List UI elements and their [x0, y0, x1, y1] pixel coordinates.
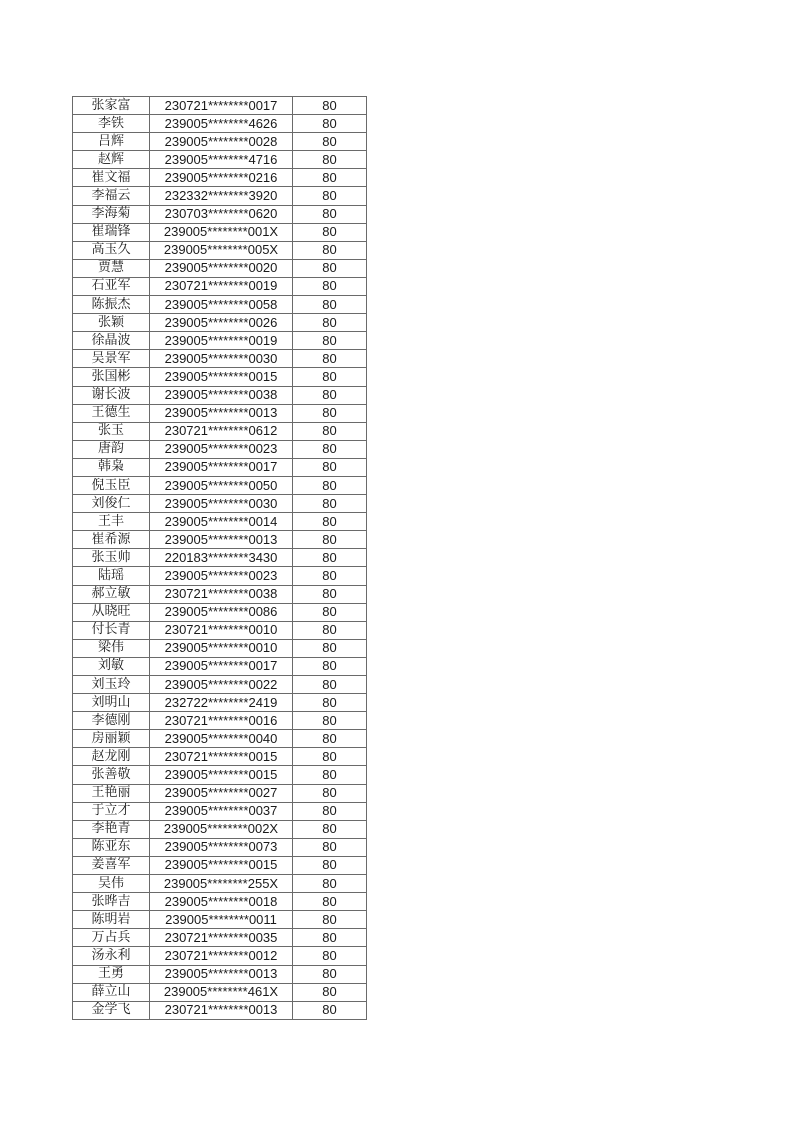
score-cell: 80 [293, 820, 367, 838]
name-cell: 刘玉玲 [73, 676, 150, 694]
name-cell: 房丽颖 [73, 730, 150, 748]
name-cell: 张晔吉 [73, 893, 150, 911]
table-row [73, 911, 367, 929]
table-row [73, 422, 367, 440]
roster-body [73, 97, 367, 1020]
id-number-cell: 230721********0017 [150, 97, 293, 115]
score-cell: 80 [293, 621, 367, 639]
name-cell: 倪玉臣 [73, 476, 150, 494]
score-cell: 80 [293, 513, 367, 531]
name-cell: 张玉 [73, 422, 150, 440]
id-number-cell: 239005********4626 [150, 115, 293, 133]
id-number-cell: 239005********0038 [150, 386, 293, 404]
name-cell: 李艳青 [73, 820, 150, 838]
id-number-cell: 239005********0020 [150, 259, 293, 277]
id-number-cell: 230721********0015 [150, 748, 293, 766]
id-number-cell: 230721********0013 [150, 1001, 293, 1019]
name-cell: 张善敬 [73, 766, 150, 784]
table-row [73, 97, 367, 115]
name-cell: 谢长波 [73, 386, 150, 404]
table-row [73, 657, 367, 675]
id-number-cell: 239005********0015 [150, 856, 293, 874]
id-number-cell: 239005********0040 [150, 730, 293, 748]
name-cell: 从晓旺 [73, 603, 150, 621]
id-number-cell: 239005********0017 [150, 458, 293, 476]
id-number-cell: 239005********0013 [150, 965, 293, 983]
score-cell: 80 [293, 440, 367, 458]
id-number-cell: 239005********0216 [150, 169, 293, 187]
name-cell: 吕辉 [73, 133, 150, 151]
name-cell: 韩枭 [73, 458, 150, 476]
score-cell: 80 [293, 259, 367, 277]
table-row [73, 694, 367, 712]
score-cell: 80 [293, 549, 367, 567]
name-cell: 姜喜军 [73, 856, 150, 874]
name-cell: 王勇 [73, 965, 150, 983]
score-cell: 80 [293, 97, 367, 115]
id-number-cell: 239005********4716 [150, 151, 293, 169]
name-cell: 于立才 [73, 802, 150, 820]
id-number-cell: 239005********005X [150, 241, 293, 259]
name-cell: 梁伟 [73, 639, 150, 657]
table-row [73, 603, 367, 621]
table-row [73, 965, 367, 983]
name-cell: 刘俊仁 [73, 495, 150, 513]
table-row [73, 241, 367, 259]
table-row [73, 639, 367, 657]
score-cell: 80 [293, 929, 367, 947]
table-row [73, 856, 367, 874]
id-number-cell: 230721********0019 [150, 277, 293, 295]
score-cell: 80 [293, 223, 367, 241]
table-row [73, 133, 367, 151]
name-cell: 贾慧 [73, 259, 150, 277]
score-cell: 80 [293, 531, 367, 549]
name-cell: 金学飞 [73, 1001, 150, 1019]
table-row [73, 712, 367, 730]
id-number-cell: 230721********0038 [150, 585, 293, 603]
table-row [73, 296, 367, 314]
table-row [73, 1001, 367, 1019]
id-number-cell: 239005********0015 [150, 766, 293, 784]
score-cell: 80 [293, 947, 367, 965]
table-row [73, 115, 367, 133]
score-cell: 80 [293, 838, 367, 856]
score-cell: 80 [293, 1001, 367, 1019]
score-cell: 80 [293, 151, 367, 169]
score-cell: 80 [293, 458, 367, 476]
id-number-cell: 239005********0013 [150, 404, 293, 422]
table-row [73, 748, 367, 766]
table-row [73, 404, 367, 422]
id-number-cell: 239005********0018 [150, 893, 293, 911]
score-cell: 80 [293, 730, 367, 748]
table-row [73, 314, 367, 332]
score-cell: 80 [293, 350, 367, 368]
name-cell: 唐韵 [73, 440, 150, 458]
name-cell: 张玉帅 [73, 549, 150, 567]
score-cell: 80 [293, 875, 367, 893]
score-cell: 80 [293, 422, 367, 440]
table-row [73, 476, 367, 494]
id-number-cell: 230721********0035 [150, 929, 293, 947]
name-cell: 刘明山 [73, 694, 150, 712]
table-row [73, 277, 367, 295]
table-row [73, 151, 367, 169]
table-row [73, 766, 367, 784]
table-row [73, 332, 367, 350]
roster-table [72, 96, 367, 1020]
name-cell: 王德生 [73, 404, 150, 422]
table-row [73, 893, 367, 911]
id-number-cell: 239005********0086 [150, 603, 293, 621]
id-number-cell: 239005********0013 [150, 531, 293, 549]
score-cell: 80 [293, 657, 367, 675]
table-row [73, 495, 367, 513]
id-number-cell: 239005********0028 [150, 133, 293, 151]
name-cell: 陈亚东 [73, 838, 150, 856]
score-cell: 80 [293, 133, 367, 151]
score-cell: 80 [293, 856, 367, 874]
table-row [73, 676, 367, 694]
id-number-cell: 232332********3920 [150, 187, 293, 205]
id-number-cell: 230721********0612 [150, 422, 293, 440]
name-cell: 张国彬 [73, 368, 150, 386]
id-number-cell: 239005********0026 [150, 314, 293, 332]
table-row [73, 802, 367, 820]
name-cell: 陈振杰 [73, 296, 150, 314]
id-number-cell: 239005********0010 [150, 639, 293, 657]
score-cell: 80 [293, 784, 367, 802]
score-cell: 80 [293, 169, 367, 187]
table-row [73, 386, 367, 404]
score-cell: 80 [293, 386, 367, 404]
score-cell: 80 [293, 205, 367, 223]
name-cell: 吴景军 [73, 350, 150, 368]
name-cell: 崔希源 [73, 531, 150, 549]
score-cell: 80 [293, 495, 367, 513]
id-number-cell: 239005********0073 [150, 838, 293, 856]
id-number-cell: 239005********0017 [150, 657, 293, 675]
score-cell: 80 [293, 639, 367, 657]
id-number-cell: 239005********0022 [150, 676, 293, 694]
id-number-cell: 239005********0023 [150, 567, 293, 585]
name-cell: 李德刚 [73, 712, 150, 730]
name-cell: 李福云 [73, 187, 150, 205]
table-row [73, 513, 367, 531]
score-cell: 80 [293, 983, 367, 1001]
score-cell: 80 [293, 603, 367, 621]
table-row [73, 350, 367, 368]
table-row [73, 947, 367, 965]
score-cell: 80 [293, 277, 367, 295]
table-row [73, 784, 367, 802]
id-number-cell: 239005********0011 [150, 911, 293, 929]
id-number-cell: 239005********0037 [150, 802, 293, 820]
table-row [73, 875, 367, 893]
score-cell: 80 [293, 314, 367, 332]
id-number-cell: 239005********0023 [150, 440, 293, 458]
name-cell: 万占兵 [73, 929, 150, 947]
name-cell: 崔瑞锋 [73, 223, 150, 241]
score-cell: 80 [293, 476, 367, 494]
score-cell: 80 [293, 115, 367, 133]
name-cell: 赵辉 [73, 151, 150, 169]
table-row [73, 838, 367, 856]
table-row [73, 440, 367, 458]
name-cell: 王丰 [73, 513, 150, 531]
name-cell: 陆瑶 [73, 567, 150, 585]
score-cell: 80 [293, 766, 367, 784]
name-cell: 李海菊 [73, 205, 150, 223]
score-cell: 80 [293, 802, 367, 820]
name-cell: 王艳丽 [73, 784, 150, 802]
score-cell: 80 [293, 567, 367, 585]
table-row [73, 259, 367, 277]
score-cell: 80 [293, 585, 367, 603]
id-number-cell: 239005********002X [150, 820, 293, 838]
id-number-cell: 239005********0015 [150, 368, 293, 386]
name-cell: 吴伟 [73, 875, 150, 893]
name-cell: 汤永利 [73, 947, 150, 965]
id-number-cell: 239005********0014 [150, 513, 293, 531]
name-cell: 李铁 [73, 115, 150, 133]
table-row [73, 205, 367, 223]
table-row [73, 458, 367, 476]
name-cell: 付长青 [73, 621, 150, 639]
name-cell: 张家富 [73, 97, 150, 115]
score-cell: 80 [293, 332, 367, 350]
table-row [73, 621, 367, 639]
name-cell: 赵龙刚 [73, 748, 150, 766]
name-cell: 徐晶波 [73, 332, 150, 350]
table-row [73, 549, 367, 567]
score-cell: 80 [293, 911, 367, 929]
table-row [73, 223, 367, 241]
score-cell: 80 [293, 404, 367, 422]
table-row [73, 187, 367, 205]
id-number-cell: 230721********0016 [150, 712, 293, 730]
name-cell: 郝立敏 [73, 585, 150, 603]
table-row [73, 368, 367, 386]
score-cell: 80 [293, 965, 367, 983]
id-number-cell: 239005********0058 [150, 296, 293, 314]
id-number-cell: 239005********255X [150, 875, 293, 893]
table-row [73, 585, 367, 603]
table-row [73, 820, 367, 838]
id-number-cell: 239005********0027 [150, 784, 293, 802]
id-number-cell: 239005********0050 [150, 476, 293, 494]
score-cell: 80 [293, 187, 367, 205]
table-row [73, 531, 367, 549]
id-number-cell: 230721********0012 [150, 947, 293, 965]
score-cell: 80 [293, 694, 367, 712]
name-cell: 陈明岩 [73, 911, 150, 929]
name-cell: 刘敏 [73, 657, 150, 675]
table-row [73, 730, 367, 748]
score-cell: 80 [293, 676, 367, 694]
table-row [73, 983, 367, 1001]
id-number-cell: 239005********0030 [150, 350, 293, 368]
table-row [73, 567, 367, 585]
score-cell: 80 [293, 368, 367, 386]
score-cell: 80 [293, 712, 367, 730]
id-number-cell: 230721********0010 [150, 621, 293, 639]
id-number-cell: 239005********0030 [150, 495, 293, 513]
id-number-cell: 239005********461X [150, 983, 293, 1001]
table-row [73, 169, 367, 187]
name-cell: 张颖 [73, 314, 150, 332]
score-cell: 80 [293, 893, 367, 911]
id-number-cell: 232722********2419 [150, 694, 293, 712]
score-cell: 80 [293, 748, 367, 766]
id-number-cell: 220183********3430 [150, 549, 293, 567]
id-number-cell: 239005********001X [150, 223, 293, 241]
name-cell: 薛立山 [73, 983, 150, 1001]
name-cell: 崔文福 [73, 169, 150, 187]
id-number-cell: 239005********0019 [150, 332, 293, 350]
id-number-cell: 230703********0620 [150, 205, 293, 223]
table-row [73, 929, 367, 947]
name-cell: 石亚军 [73, 277, 150, 295]
name-cell: 高玉久 [73, 241, 150, 259]
score-cell: 80 [293, 241, 367, 259]
score-cell: 80 [293, 296, 367, 314]
